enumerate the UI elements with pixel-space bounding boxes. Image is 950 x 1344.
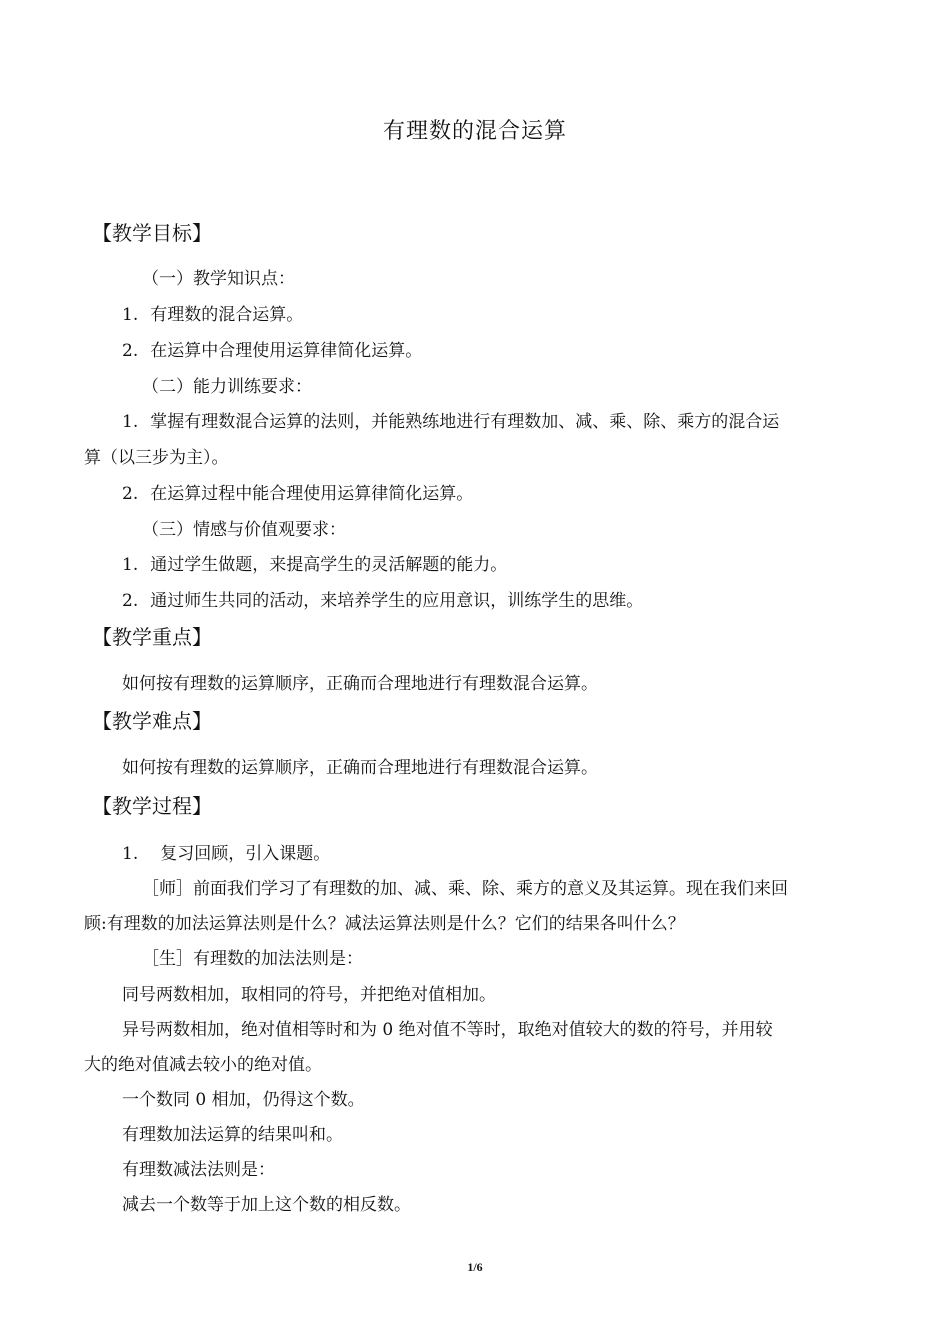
section-heading-process: 【教学过程】 [92,794,212,818]
subtraction-rule-intro: 有理数减法法则是： [122,1160,275,1180]
list-item [122,589,643,613]
list-item-number: 1. [122,555,139,575]
section-heading-difficulties: 【教学难点】 [92,709,212,733]
process-step-number: 1. [122,844,139,864]
list-item-text: 在运算中合理使用运算律简化运算。 [150,341,423,361]
page-title: 有理数的混合运算 [382,119,567,144]
list-item-number: 1. [122,412,139,432]
student-dialogue-line: ［生］有理数的加法法则是： [142,949,363,969]
section-heading-key-points: 【教学重点】 [92,625,212,649]
list-item-number: 1. [122,305,139,325]
list-item [122,553,507,577]
teacher-dialogue-line2: 顾:有理数的加法运算法则是什么？减法运算法则是什么？它们的结果各叫什么？ [84,914,685,934]
list-item-continuation: 算（以三步为主）。 [84,448,229,468]
list-item [122,410,779,434]
section-heading-objectives: 【教学目标】 [92,221,212,245]
addition-result-name: 有理数加法运算的结果叫和。 [122,1125,343,1145]
list-item-text: 通过学生做题，来提高学生的灵活解题的能力。 [150,555,508,575]
process-step [122,842,330,866]
list-item-text: 掌握有理数混合运算的法则，并能熟练地进行有理数加、减、乘、除、乘方的混合运 [150,412,780,432]
list-item-text: 有理数的混合运算。 [150,305,304,325]
list-item [122,482,473,506]
list-item-text: 通过师生共同的活动，来培养学生的应用意识，训练学生的思维。 [150,591,644,611]
list-item-text: 在运算过程中能合理使用运算律简化运算。 [150,484,474,504]
key-points-text: 如何按有理数的运算顺序，正确而合理地进行有理数混合运算。 [122,674,598,694]
addition-rule-opposite-sign-line1: 异号两数相加，绝对值相等时和为 0 绝对值不等时，取绝对值较大的数的符号，并用较 [122,1020,773,1040]
objectives-subheading-knowledge: （一）教学知识点： [142,269,295,289]
subtraction-rule: 减去一个数等于加上这个数的相反数。 [122,1195,411,1215]
list-item-number: 2. [122,484,139,504]
list-item [122,339,422,363]
list-item [122,303,303,327]
teacher-dialogue-line1: ［师］前面我们学习了有理数的加、减、乘、除、乘方的意义及其运算。现在我们来回 [142,879,788,899]
difficulties-text: 如何按有理数的运算顺序，正确而合理地进行有理数混合运算。 [122,758,598,778]
addition-rule-same-sign: 同号两数相加，取相同的符号，并把绝对值相加。 [122,985,496,1005]
objectives-subheading-values: （三）情感与价值观要求： [142,520,346,540]
list-item-number: 2. [122,591,139,611]
list-item-number: 2. [122,341,139,361]
objectives-subheading-ability: （二）能力训练要求： [142,377,312,397]
page-number: 1/6 [467,1260,483,1274]
addition-rule-opposite-sign-line2: 大的绝对值减去较小的绝对值。 [84,1055,322,1075]
process-step-text: 复习回顾，引入课题。 [160,844,331,864]
addition-rule-zero: 一个数同 0 相加，仍得这个数。 [122,1090,365,1110]
